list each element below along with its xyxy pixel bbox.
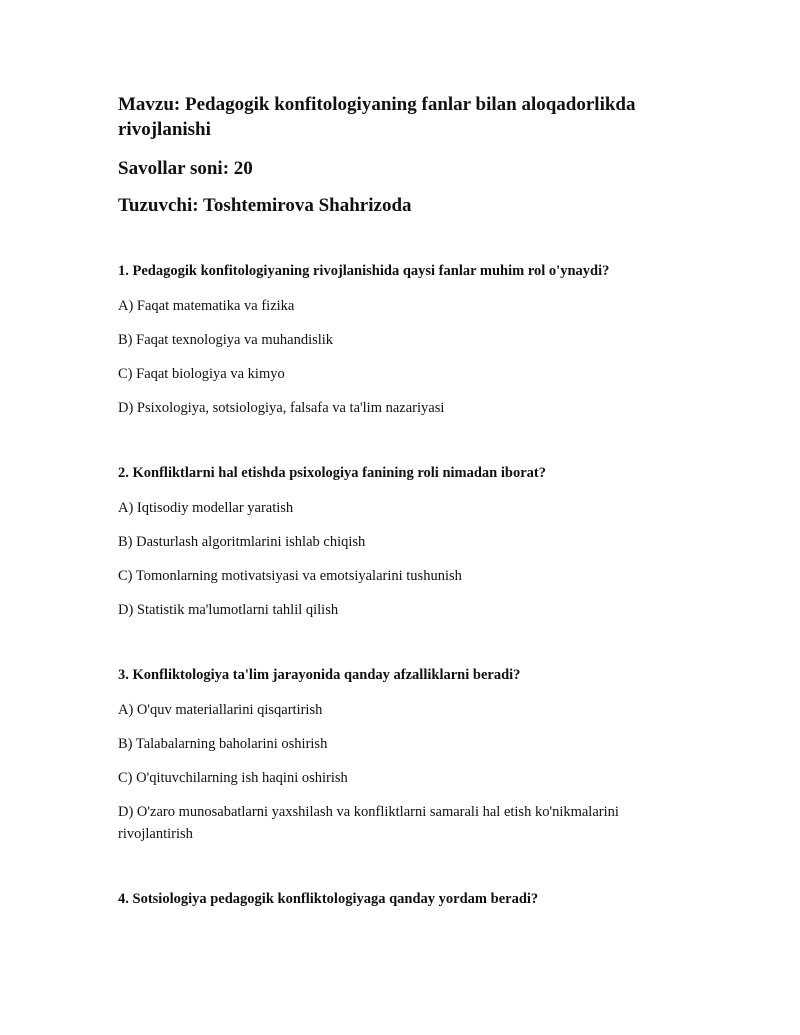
question-text: 4. Sotsiologiya pedagogik konfliktologiyaga qanday yordam beradi? xyxy=(118,891,539,907)
document-topic: Mavzu: Pedagogik konfitologiyaning fanlar bilan aloqadorlikda rivojlanishi xyxy=(118,94,636,140)
option-c: C) Faqat biologiya va kimyo xyxy=(118,366,285,382)
question-4 xyxy=(118,889,678,909)
question-text: 1. Pedagogik konfitologiyaning rivojlanishida qaysi fanlar muhim rol o'ynaydi? xyxy=(118,263,610,279)
option-b: B) Dasturlash algoritmlarini ishlab chiqish xyxy=(118,534,366,550)
option-d: D) O'zaro munosabatlarni yaxshilash va konfliktlarni samarali hal etish ko'nikmalarini rivojlantirish xyxy=(118,804,619,842)
question-count: Savollar soni: 20 xyxy=(118,158,253,179)
document-page xyxy=(118,92,678,923)
question-text: 2. Konfliktlarni hal etishda psixologiya fanining roli nimadan iborat? xyxy=(118,465,546,481)
option-d: D) Psixologiya, sotsiologiya, falsafa va ta'lim nazariyasi xyxy=(118,400,445,416)
option-b: B) Faqat texnologiya va muhandislik xyxy=(118,332,334,348)
option-d: D) Statistik ma'lumotlarni tahlil qilish xyxy=(118,602,339,618)
option-b: B) Talabalarning baholarini oshirish xyxy=(118,736,328,752)
option-a: A) O'quv materiallarini qisqartirish xyxy=(118,702,323,718)
option-c: C) Tomonlarning motivatsiyasi va emotsiyalarini tushunish xyxy=(118,568,462,584)
question-text: 3. Konfliktologiya ta'lim jarayonida qanday afzalliklarni beradi? xyxy=(118,667,521,683)
question-3 xyxy=(118,665,678,845)
option-a: A) Faqat matematika va fizika xyxy=(118,298,295,314)
document-author: Tuzuvchi: Toshtemirova Shahrizoda xyxy=(118,195,412,216)
option-a: A) Iqtisodiy modellar yaratish xyxy=(118,500,294,516)
question-2 xyxy=(118,463,678,621)
option-c: C) O'qituvchilarning ish haqini oshirish xyxy=(118,770,348,786)
question-1 xyxy=(118,261,678,419)
